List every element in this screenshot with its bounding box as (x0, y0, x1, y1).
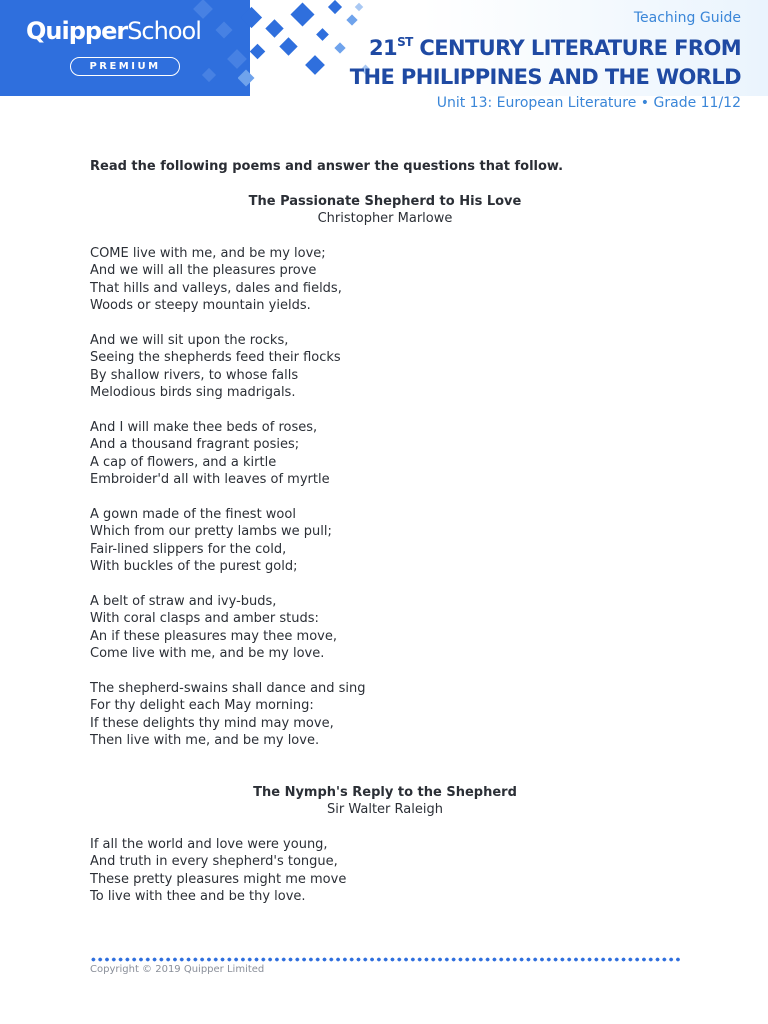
course-title-line-1 (350, 34, 741, 63)
premium-badge: PREMIUM (70, 57, 180, 76)
teaching-guide-label: Teaching Guide (633, 10, 741, 26)
poem-line: A gown made of the finest wool (90, 506, 296, 522)
poems-container (90, 193, 680, 906)
poem-line: And we will all the pleasures prove (90, 263, 317, 278)
poem-line: If these delights thy mind may move, (90, 715, 334, 731)
poem-line: Then live with me, and be my love. (90, 733, 320, 748)
poem-line: And truth in every shepherd's tongue, (90, 854, 338, 869)
mosaic-pattern-icon (0, 0, 250, 96)
poem-title: The Nymph's Reply to the Shepherd (253, 784, 517, 800)
poem-line: That hills and valleys, dales and fields, (90, 280, 342, 296)
poem-stanza (90, 680, 680, 750)
poem-stanza (90, 419, 680, 489)
poem-title: The Passionate Shepherd to His Love (248, 193, 522, 209)
logo-main-text: Quipper (26, 17, 128, 45)
quipper-school-logo (26, 17, 201, 45)
poem-line: An if these pleasures may thee move, (90, 628, 337, 644)
poem-line: Seeing the shepherds feed their flocks (90, 350, 341, 365)
poem-author: Christopher Marlowe (317, 211, 453, 226)
poem-stanza (90, 332, 680, 402)
poem-stanza (90, 245, 680, 315)
poem-line: COME live with me, and be my love; (90, 245, 326, 261)
poem-line: Woods or steepy mountain yields. (90, 298, 311, 313)
instruction-text: Read the following poems and answer the questions that follow. (90, 159, 564, 174)
poem-line: To live with thee and be thy love. (90, 889, 306, 904)
poem (90, 193, 680, 750)
copyright-text: Copyright © 2019 Quipper Limited (90, 964, 265, 975)
poem-line: And we will sit upon the rocks, (90, 332, 289, 348)
poem-stanza (90, 506, 680, 576)
course-title-superscript: ST (397, 35, 413, 49)
poem-separator (90, 767, 680, 784)
poem (90, 784, 680, 906)
poem-line: Fair-lined slippers for the cold, (90, 541, 287, 557)
poem-line: By shallow rivers, to whose falls (90, 367, 299, 383)
poem-line: Which from our pretty lambs we pull; (90, 524, 332, 539)
poem-stanza (90, 836, 680, 906)
poem-line: For thy delight each May morning: (90, 698, 314, 713)
poem-line: Come live with me, and be my love. (90, 646, 325, 661)
logo-sub-text: School (127, 17, 201, 45)
poem-line: And a thousand fragrant posies; (90, 437, 300, 452)
poem-line: Melodious birds sing madrigals. (90, 385, 296, 400)
poem-line: If all the world and love were young, (90, 836, 328, 852)
course-title-number: 21 (369, 36, 398, 60)
course-title-line-2: THE PHILIPPINES AND THE WORLD (349, 65, 741, 89)
poem-line: With coral clasps and amber studs: (90, 611, 319, 626)
poem-line: With buckles of the purest gold; (90, 559, 298, 574)
poem-line: The shepherd-swains shall dance and sing (90, 680, 366, 696)
footer-dotted-divider (90, 957, 682, 962)
poem-stanza (90, 593, 680, 663)
unit-grade-line: Unit 13: European Literature • Grade 11/12 (436, 95, 741, 111)
poem-line: A cap of flowers, and a kirtle (90, 454, 277, 470)
worksheet-content (90, 158, 680, 906)
poem-line: These pretty pleasures might me move (90, 871, 347, 887)
course-title (350, 34, 741, 92)
poem-author: Sir Walter Raleigh (327, 802, 443, 817)
course-title-rest: CENTURY LITERATURE FROM (412, 36, 741, 60)
brand-banner (0, 0, 250, 96)
page-header (0, 0, 768, 111)
poem-line: And I will make thee beds of roses, (90, 419, 318, 435)
poem-line: A belt of straw and ivy-buds, (90, 593, 277, 609)
poem-line: Embroider'd all with leaves of myrtle (90, 472, 330, 487)
